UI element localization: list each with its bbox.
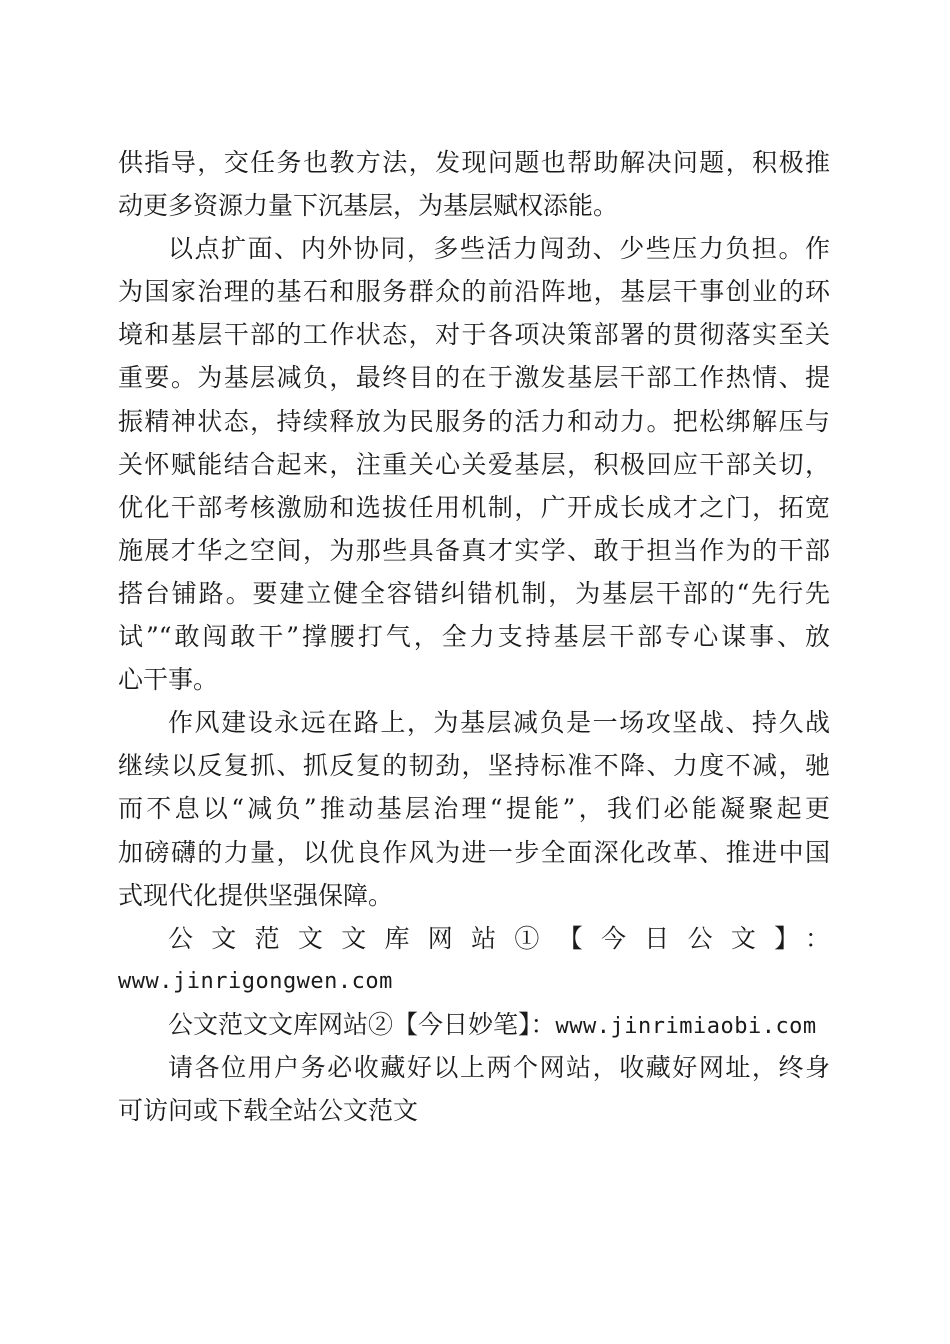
paragraph-2 (118, 227, 830, 701)
text-line: 为国家治理的基石和服务群众的前沿阵地，基层干事创业的环 (118, 277, 830, 307)
text-line: 作风建设永远在路上，为基层减负是一场攻坚战、持久战 (168, 708, 830, 738)
text-line: 动更多资源力量下沉基层，为基层赋权添能。 (118, 191, 619, 221)
text-line: 心干事。 (118, 665, 219, 695)
text-line: 振精神状态，持续释放为民服务的活力和动力。把松绑解压与 (118, 406, 830, 436)
document-body (118, 141, 830, 1132)
text-line: 请各位用户务必收藏好以上两个网站，收藏好网址，终身 (168, 1052, 830, 1082)
text-line: 重要。为基层减负，最终目的在于激发基层干部工作热情、提 (118, 363, 830, 393)
paragraph-1 (118, 141, 830, 227)
text-line: 施展才华之空间，为那些具备真才实学、敢于担当作为的干部 (118, 535, 830, 565)
site-2-url[interactable]: www.jinrimiaobi.com (555, 1013, 817, 1039)
site-2-label: 公文范文文库网站②【今日妙笔】： (168, 1009, 556, 1039)
site-1-url[interactable]: www.jinrigongwen.com (118, 968, 393, 994)
text-line: 以点扩面、内外协同，多些活力闯劲、少些压力负担。作 (168, 234, 830, 264)
text-line: 可访问或下载全站公文范文 (118, 1096, 419, 1126)
paragraph-3 (118, 701, 830, 916)
website-notice (118, 917, 830, 1132)
text-line: 境和基层干部的工作状态，对于各项决策部署的贯彻落实至关 (118, 320, 830, 350)
text-line: 继续以反复抓、抓反复的韧劲，坚持标准不降、力度不减，驰 (118, 751, 830, 781)
site-1-label: 公文范文文库网站①【今日公文】： (168, 923, 830, 953)
text-line: 优化干部考核激励和选拔任用机制，广开成长成才之门，拓宽 (118, 492, 830, 522)
text-line: 关怀赋能结合起来，注重关心关爱基层，积极回应干部关切， (118, 449, 830, 479)
text-line: 式现代化提供坚强保障。 (118, 880, 394, 910)
text-line: 加磅礴的力量，以优良作风为进一步全面深化改革、推进中国 (118, 837, 830, 867)
text-line: 而不息以“减负”推动基层治理“提能”，我们必能凝聚起更 (118, 794, 830, 824)
text-line: 供指导，交任务也教方法，发现问题也帮助解决问题，积极推 (118, 148, 830, 177)
site-2-line (118, 1003, 830, 1046)
text-line: 试”“敢闯敢干”撑腰打气，全力支持基层干部专心谋事、放 (118, 622, 830, 652)
text-line: 搭台铺路。要建立健全容错纠错机制，为基层干部的“先行先 (118, 578, 830, 608)
